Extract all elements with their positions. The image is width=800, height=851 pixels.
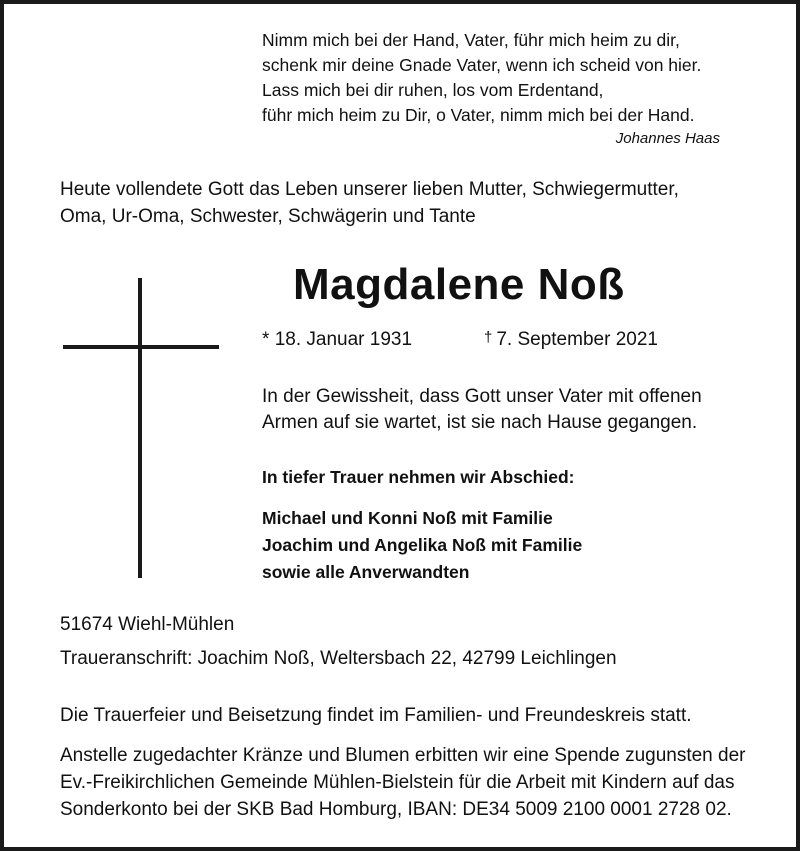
death-cross-icon: † xyxy=(484,329,493,346)
cross-vertical-bar xyxy=(138,278,142,578)
mourning-address: Traueranschrift: Joachim Noß, Weltersbach 22, 42799 Leichlingen xyxy=(60,648,617,669)
mourner-entry: sowie alle Anverwandten xyxy=(262,562,470,582)
place: 51674 Wiehl-Mühlen xyxy=(60,614,235,635)
donation-line: Anstelle zugedachter Kränze und Blumen erbitten wir eine Spende zugunsten der xyxy=(60,745,746,766)
mourner-entry: Joachim und Angelika Noß mit Familie xyxy=(262,535,583,555)
birth-date-text: 18. Januar 1931 xyxy=(274,329,413,350)
poem-line: schenk mir deine Gnade Vater, wenn ich scheid von hier. xyxy=(262,55,702,75)
faith-line: Armen auf sie wartet, ist sie nach Hause gegangen. xyxy=(262,412,698,433)
intro-text xyxy=(60,176,760,230)
deceased-name: Magdalene Noß xyxy=(293,260,625,309)
mourner-entry: Michael und Konni Noß mit Familie xyxy=(262,508,553,528)
intro-line: Oma, Ur-Oma, Schwester, Schwägerin und Tante xyxy=(60,206,476,227)
death-date-text: 7. September 2021 xyxy=(496,329,658,350)
donation-line: Ev.-Freikirchlichen Gemeinde Mühlen-Bielstein für die Arbeit mit Kindern auf das xyxy=(60,772,735,793)
intro-line: Heute vollendete Gott das Leben unserer lieben Mutter, Schwiegermutter, xyxy=(60,179,679,200)
death-date xyxy=(484,329,658,351)
mourners-list xyxy=(262,505,582,586)
donation-note xyxy=(60,742,780,823)
ceremony-note: Die Trauerfeier und Beisetzung findet im Familien- und Freundeskreis statt. xyxy=(60,705,692,726)
mourning-heading: In tiefer Trauer nehmen wir Abschied: xyxy=(262,467,575,487)
poem-line: führ mich heim zu Dir, o Vater, nimm mich bei der Hand. xyxy=(262,105,695,125)
birth-symbol: * xyxy=(262,329,270,350)
poem-line: Lass mich bei dir ruhen, los vom Erdentand, xyxy=(262,80,604,100)
poem xyxy=(262,28,742,128)
faith-text xyxy=(262,384,742,436)
poem-line: Nimm mich bei der Hand, Vater, führ mich heim zu dir, xyxy=(262,30,680,50)
birth-date xyxy=(262,329,412,351)
cross-horizontal-bar xyxy=(63,345,219,349)
donation-line: Sonderkonto bei der SKB Bad Homburg, IBAN: DE34 5009 2100 0001 2728 02. xyxy=(60,799,732,820)
poem-author: Johannes Haas xyxy=(615,130,720,147)
faith-line: In der Gewissheit, dass Gott unser Vater mit offenen xyxy=(262,386,702,407)
